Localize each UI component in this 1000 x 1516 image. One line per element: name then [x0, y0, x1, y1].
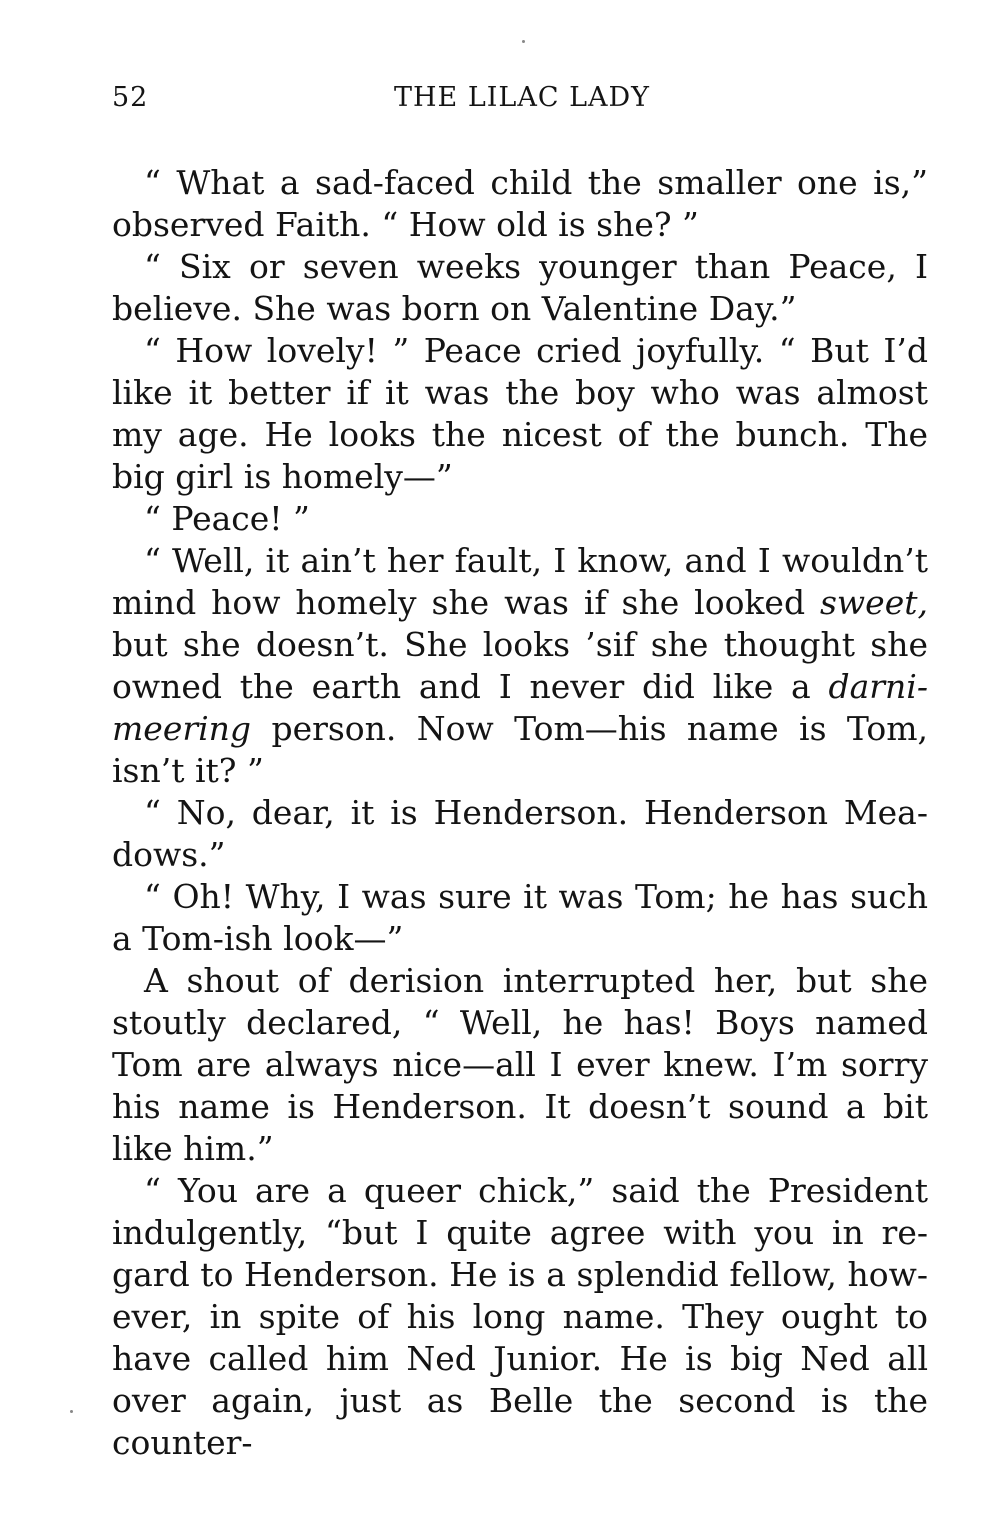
- italic-text: darni-meering: [112, 667, 928, 748]
- body-text: [112, 162, 928, 1464]
- text-run: “ No, dear, it is Henderson. Henderson Mea-dows.”: [112, 793, 928, 874]
- text-run: “ Six or seven weeks younger than Peace, I believe. She was born on Valentine Day.”: [112, 247, 928, 328]
- text-run: but she doesn’t. She looks ’sif she thought she owned the earth and I never did like a: [112, 625, 928, 706]
- paragraph: [112, 162, 928, 246]
- text-run: “ What a sad-faced child the smaller one is,” observed Faith. “ How old is she? ”: [112, 163, 928, 244]
- paper-speck: [522, 40, 525, 43]
- page-number: 52: [112, 82, 149, 113]
- running-title: THE LILAC LADY: [393, 82, 650, 113]
- paragraph: [112, 246, 928, 330]
- paragraph: [112, 876, 928, 960]
- italic-text: sweet,: [820, 583, 928, 622]
- paragraph: [112, 960, 928, 1170]
- paragraph: [112, 792, 928, 876]
- paragraph: [112, 498, 928, 540]
- paragraph: [112, 330, 928, 498]
- page-header: [112, 82, 932, 126]
- text-run: A shout of derision interrupted her, but she stoutly declared, “ Well, he has! Boys named Tom are always nice—all I ever knew. I’m sorry his name is Henderson. It doesn’t sound a bit like him.”: [112, 961, 928, 1168]
- paper-speck: [70, 1410, 73, 1413]
- paragraph: [112, 540, 928, 792]
- text-run: person. Now Tom—his name is Tom, isn’t it? ”: [112, 709, 928, 790]
- text-run: “ Well, it ain’t her fault, I know, and I wouldn’t mind how homely she was if she looked: [112, 541, 928, 622]
- text-run: “ How lovely! ” Peace cried joyfully. “ But I’d like it better if it was the boy who was almost my age. He looks the nicest of the bunch. The big girl is homely—”: [112, 331, 928, 496]
- text-run: “ Oh! Why, I was sure it was Tom; he has such a Tom-ish look—”: [112, 877, 928, 958]
- paragraph: [112, 1170, 928, 1464]
- text-run: “ Peace! ”: [144, 499, 310, 538]
- text-run: “ You are a queer chick,” said the President indulgently, “but I quite agree with you in re-gard to Henderson. He is a splendid fellow, how-ever, in spite of his long name. They ought to have called him Ned Junior. He is big Ned all over again, just as Belle the second is the counter-: [112, 1171, 928, 1462]
